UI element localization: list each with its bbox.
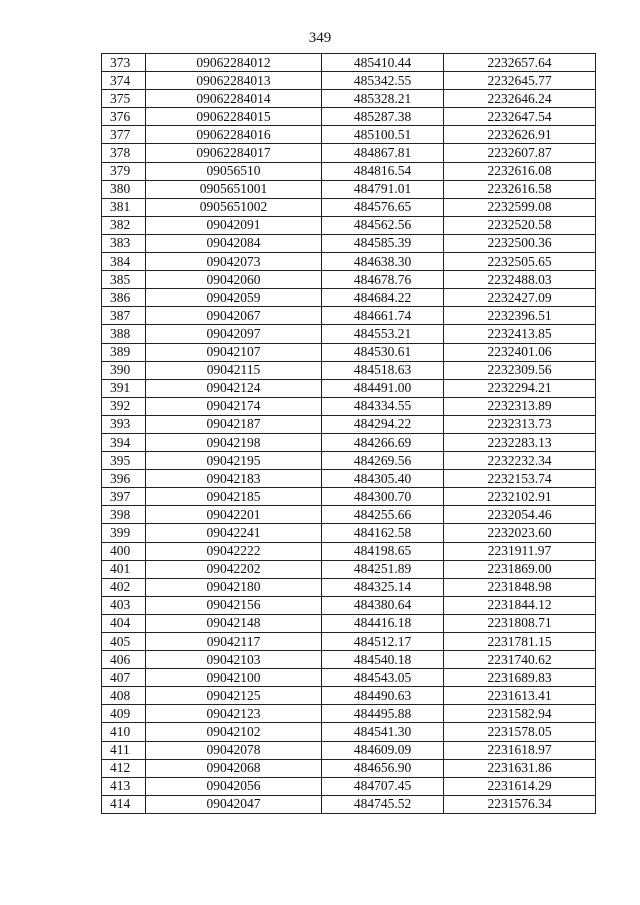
- row-index-cell: 394: [102, 433, 146, 451]
- row-index-cell: 400: [102, 542, 146, 560]
- table-row: [102, 90, 596, 108]
- x-coordinate-cell: 485342.55: [322, 72, 444, 90]
- table-row: [102, 651, 596, 669]
- x-coordinate-cell: 484491.00: [322, 379, 444, 397]
- x-coordinate-cell: 484707.45: [322, 777, 444, 795]
- row-index-cell: 393: [102, 415, 146, 433]
- x-coordinate-cell: 484380.64: [322, 596, 444, 614]
- row-index-cell: 405: [102, 633, 146, 651]
- point-code-cell: 09042097: [146, 325, 322, 343]
- point-code-cell: 09042148: [146, 614, 322, 632]
- point-code-cell: 09042047: [146, 795, 322, 813]
- y-coordinate-cell: 2231613.41: [444, 687, 596, 705]
- row-index-cell: 404: [102, 614, 146, 632]
- y-coordinate-cell: 2231781.15: [444, 633, 596, 651]
- table-row: [102, 253, 596, 271]
- x-coordinate-cell: 484269.56: [322, 452, 444, 470]
- row-index-cell: 408: [102, 687, 146, 705]
- y-coordinate-cell: 2231740.62: [444, 651, 596, 669]
- point-code-cell: 09042187: [146, 415, 322, 433]
- y-coordinate-cell: 2231576.34: [444, 795, 596, 813]
- x-coordinate-cell: 484543.05: [322, 669, 444, 687]
- y-coordinate-cell: 2232313.73: [444, 415, 596, 433]
- y-coordinate-cell: 2231578.05: [444, 723, 596, 741]
- x-coordinate-cell: 484518.63: [322, 361, 444, 379]
- point-code-cell: 09042115: [146, 361, 322, 379]
- point-code-cell: 09042091: [146, 216, 322, 234]
- y-coordinate-cell: 2232294.21: [444, 379, 596, 397]
- point-code-cell: 09042174: [146, 397, 322, 415]
- row-index-cell: 386: [102, 289, 146, 307]
- y-coordinate-cell: 2231689.83: [444, 669, 596, 687]
- y-coordinate-cell: 2231582.94: [444, 705, 596, 723]
- page-number: 349: [308, 30, 332, 46]
- x-coordinate-cell: 484255.66: [322, 506, 444, 524]
- point-code-cell: 09042125: [146, 687, 322, 705]
- table-row: [102, 415, 596, 433]
- row-index-cell: 403: [102, 596, 146, 614]
- table-row: [102, 144, 596, 162]
- table-row: [102, 759, 596, 777]
- table-row: [102, 596, 596, 614]
- table-row: [102, 216, 596, 234]
- x-coordinate-cell: 484530.61: [322, 343, 444, 361]
- table-row: [102, 234, 596, 252]
- row-index-cell: 414: [102, 795, 146, 813]
- table-row: [102, 506, 596, 524]
- y-coordinate-cell: 2232607.87: [444, 144, 596, 162]
- point-code-cell: 09042100: [146, 669, 322, 687]
- y-coordinate-cell: 2232232.34: [444, 452, 596, 470]
- table-row: [102, 343, 596, 361]
- point-code-cell: 09042198: [146, 433, 322, 451]
- point-code-cell: 09042059: [146, 289, 322, 307]
- table-row: [102, 108, 596, 126]
- table-row: [102, 180, 596, 198]
- x-coordinate-cell: 484305.40: [322, 470, 444, 488]
- x-coordinate-cell: 485328.21: [322, 90, 444, 108]
- x-coordinate-cell: 484294.22: [322, 415, 444, 433]
- table-row: [102, 452, 596, 470]
- point-code-cell: 09042073: [146, 253, 322, 271]
- x-coordinate-cell: 484251.89: [322, 560, 444, 578]
- row-index-cell: 392: [102, 397, 146, 415]
- y-coordinate-cell: 2232023.60: [444, 524, 596, 542]
- x-coordinate-cell: 484495.88: [322, 705, 444, 723]
- x-coordinate-cell: 484416.18: [322, 614, 444, 632]
- y-coordinate-cell: 2232396.51: [444, 307, 596, 325]
- x-coordinate-cell: 484609.09: [322, 741, 444, 759]
- point-code-cell: 09042060: [146, 271, 322, 289]
- x-coordinate-cell: 484300.70: [322, 488, 444, 506]
- x-coordinate-cell: 484656.90: [322, 759, 444, 777]
- y-coordinate-cell: 2232313.89: [444, 397, 596, 415]
- row-index-cell: 398: [102, 506, 146, 524]
- x-coordinate-cell: 485100.51: [322, 126, 444, 144]
- point-code-cell: 09062284015: [146, 108, 322, 126]
- x-coordinate-cell: 484325.14: [322, 578, 444, 596]
- table-row: [102, 723, 596, 741]
- y-coordinate-cell: 2232427.09: [444, 289, 596, 307]
- x-coordinate-cell: 485287.38: [322, 108, 444, 126]
- y-coordinate-cell: 2231618.97: [444, 741, 596, 759]
- y-coordinate-cell: 2232657.64: [444, 54, 596, 72]
- table-row: [102, 524, 596, 542]
- point-code-cell: 0905651002: [146, 198, 322, 216]
- row-index-cell: 412: [102, 759, 146, 777]
- y-coordinate-cell: 2231844.12: [444, 596, 596, 614]
- table-row: [102, 614, 596, 632]
- point-code-cell: 09062284014: [146, 90, 322, 108]
- x-coordinate-cell: 484791.01: [322, 180, 444, 198]
- coordinates-table-body: [102, 54, 596, 814]
- point-code-cell: 09042195: [146, 452, 322, 470]
- x-coordinate-cell: 484661.74: [322, 307, 444, 325]
- table-row: [102, 198, 596, 216]
- row-index-cell: 385: [102, 271, 146, 289]
- row-index-cell: 387: [102, 307, 146, 325]
- point-code-cell: 09062284013: [146, 72, 322, 90]
- table-row: [102, 705, 596, 723]
- table-row: [102, 397, 596, 415]
- table-row: [102, 271, 596, 289]
- x-coordinate-cell: 484512.17: [322, 633, 444, 651]
- row-index-cell: 375: [102, 90, 146, 108]
- x-coordinate-cell: 484553.21: [322, 325, 444, 343]
- point-code-cell: 09062284017: [146, 144, 322, 162]
- y-coordinate-cell: 2232646.24: [444, 90, 596, 108]
- table-row: [102, 795, 596, 813]
- x-coordinate-cell: 484684.22: [322, 289, 444, 307]
- x-coordinate-cell: 484576.65: [322, 198, 444, 216]
- y-coordinate-cell: 2232505.65: [444, 253, 596, 271]
- x-coordinate-cell: 484541.30: [322, 723, 444, 741]
- x-coordinate-cell: 484867.81: [322, 144, 444, 162]
- table-row: [102, 361, 596, 379]
- point-code-cell: 09062284016: [146, 126, 322, 144]
- point-code-cell: 09042068: [146, 759, 322, 777]
- row-index-cell: 384: [102, 253, 146, 271]
- row-index-cell: 382: [102, 216, 146, 234]
- y-coordinate-cell: 2231869.00: [444, 560, 596, 578]
- row-index-cell: 376: [102, 108, 146, 126]
- y-coordinate-cell: 2232153.74: [444, 470, 596, 488]
- row-index-cell: 395: [102, 452, 146, 470]
- x-coordinate-cell: 484816.54: [322, 162, 444, 180]
- table-row: [102, 741, 596, 759]
- point-code-cell: 09042117: [146, 633, 322, 651]
- point-code-cell: 09042078: [146, 741, 322, 759]
- point-code-cell: 09042241: [146, 524, 322, 542]
- table-row: [102, 126, 596, 144]
- table-row: [102, 307, 596, 325]
- point-code-cell: 09042201: [146, 506, 322, 524]
- y-coordinate-cell: 2231848.98: [444, 578, 596, 596]
- row-index-cell: 402: [102, 578, 146, 596]
- table-row: [102, 289, 596, 307]
- row-index-cell: 401: [102, 560, 146, 578]
- table-row: [102, 488, 596, 506]
- row-index-cell: 373: [102, 54, 146, 72]
- table-row: [102, 325, 596, 343]
- coordinates-table: [101, 53, 596, 814]
- y-coordinate-cell: 2232401.06: [444, 343, 596, 361]
- row-index-cell: 388: [102, 325, 146, 343]
- point-code-cell: 09042107: [146, 343, 322, 361]
- y-coordinate-cell: 2232647.54: [444, 108, 596, 126]
- table-row: [102, 578, 596, 596]
- point-code-cell: 09056510: [146, 162, 322, 180]
- y-coordinate-cell: 2232413.85: [444, 325, 596, 343]
- x-coordinate-cell: 484334.55: [322, 397, 444, 415]
- point-code-cell: 09042102: [146, 723, 322, 741]
- y-coordinate-cell: 2232520.58: [444, 216, 596, 234]
- row-index-cell: 389: [102, 343, 146, 361]
- x-coordinate-cell: 484198.65: [322, 542, 444, 560]
- y-coordinate-cell: 2232054.46: [444, 506, 596, 524]
- row-index-cell: 390: [102, 361, 146, 379]
- table-row: [102, 162, 596, 180]
- x-coordinate-cell: 484585.39: [322, 234, 444, 252]
- row-index-cell: 383: [102, 234, 146, 252]
- y-coordinate-cell: 2231911.97: [444, 542, 596, 560]
- point-code-cell: 09042202: [146, 560, 322, 578]
- table-row: [102, 433, 596, 451]
- table-row: [102, 777, 596, 795]
- x-coordinate-cell: 484638.30: [322, 253, 444, 271]
- y-coordinate-cell: 2231631.86: [444, 759, 596, 777]
- y-coordinate-cell: 2232616.58: [444, 180, 596, 198]
- x-coordinate-cell: 484678.76: [322, 271, 444, 289]
- x-coordinate-cell: 484562.56: [322, 216, 444, 234]
- y-coordinate-cell: 2232616.08: [444, 162, 596, 180]
- table-row: [102, 687, 596, 705]
- point-code-cell: 09042156: [146, 596, 322, 614]
- row-index-cell: 391: [102, 379, 146, 397]
- x-coordinate-cell: 485410.44: [322, 54, 444, 72]
- table-row: [102, 72, 596, 90]
- row-index-cell: 406: [102, 651, 146, 669]
- row-index-cell: 374: [102, 72, 146, 90]
- point-code-cell: 09042056: [146, 777, 322, 795]
- row-index-cell: 399: [102, 524, 146, 542]
- point-code-cell: 09042183: [146, 470, 322, 488]
- row-index-cell: 397: [102, 488, 146, 506]
- row-index-cell: 411: [102, 741, 146, 759]
- table-row: [102, 633, 596, 651]
- point-code-cell: 09042123: [146, 705, 322, 723]
- table-row: [102, 379, 596, 397]
- point-code-cell: 09042185: [146, 488, 322, 506]
- row-index-cell: 378: [102, 144, 146, 162]
- point-code-cell: 09042103: [146, 651, 322, 669]
- point-code-cell: 09062284012: [146, 54, 322, 72]
- y-coordinate-cell: 2232309.56: [444, 361, 596, 379]
- x-coordinate-cell: 484490.63: [322, 687, 444, 705]
- point-code-cell: 0905651001: [146, 180, 322, 198]
- row-index-cell: 413: [102, 777, 146, 795]
- y-coordinate-cell: 2232626.91: [444, 126, 596, 144]
- point-code-cell: 09042067: [146, 307, 322, 325]
- table-row: [102, 560, 596, 578]
- point-code-cell: 09042124: [146, 379, 322, 397]
- row-index-cell: 379: [102, 162, 146, 180]
- row-index-cell: 410: [102, 723, 146, 741]
- row-index-cell: 381: [102, 198, 146, 216]
- table-row: [102, 54, 596, 72]
- y-coordinate-cell: 2232283.13: [444, 433, 596, 451]
- row-index-cell: 396: [102, 470, 146, 488]
- table-row: [102, 470, 596, 488]
- table-row: [102, 542, 596, 560]
- x-coordinate-cell: 484266.69: [322, 433, 444, 451]
- y-coordinate-cell: 2232102.91: [444, 488, 596, 506]
- point-code-cell: 09042222: [146, 542, 322, 560]
- x-coordinate-cell: 484540.18: [322, 651, 444, 669]
- row-index-cell: 407: [102, 669, 146, 687]
- y-coordinate-cell: 2232645.77: [444, 72, 596, 90]
- x-coordinate-cell: 484745.52: [322, 795, 444, 813]
- y-coordinate-cell: 2232488.03: [444, 271, 596, 289]
- x-coordinate-cell: 484162.58: [322, 524, 444, 542]
- y-coordinate-cell: 2231614.29: [444, 777, 596, 795]
- y-coordinate-cell: 2231808.71: [444, 614, 596, 632]
- row-index-cell: 380: [102, 180, 146, 198]
- table-row: [102, 669, 596, 687]
- point-code-cell: 09042180: [146, 578, 322, 596]
- point-code-cell: 09042084: [146, 234, 322, 252]
- y-coordinate-cell: 2232500.36: [444, 234, 596, 252]
- row-index-cell: 409: [102, 705, 146, 723]
- y-coordinate-cell: 2232599.08: [444, 198, 596, 216]
- row-index-cell: 377: [102, 126, 146, 144]
